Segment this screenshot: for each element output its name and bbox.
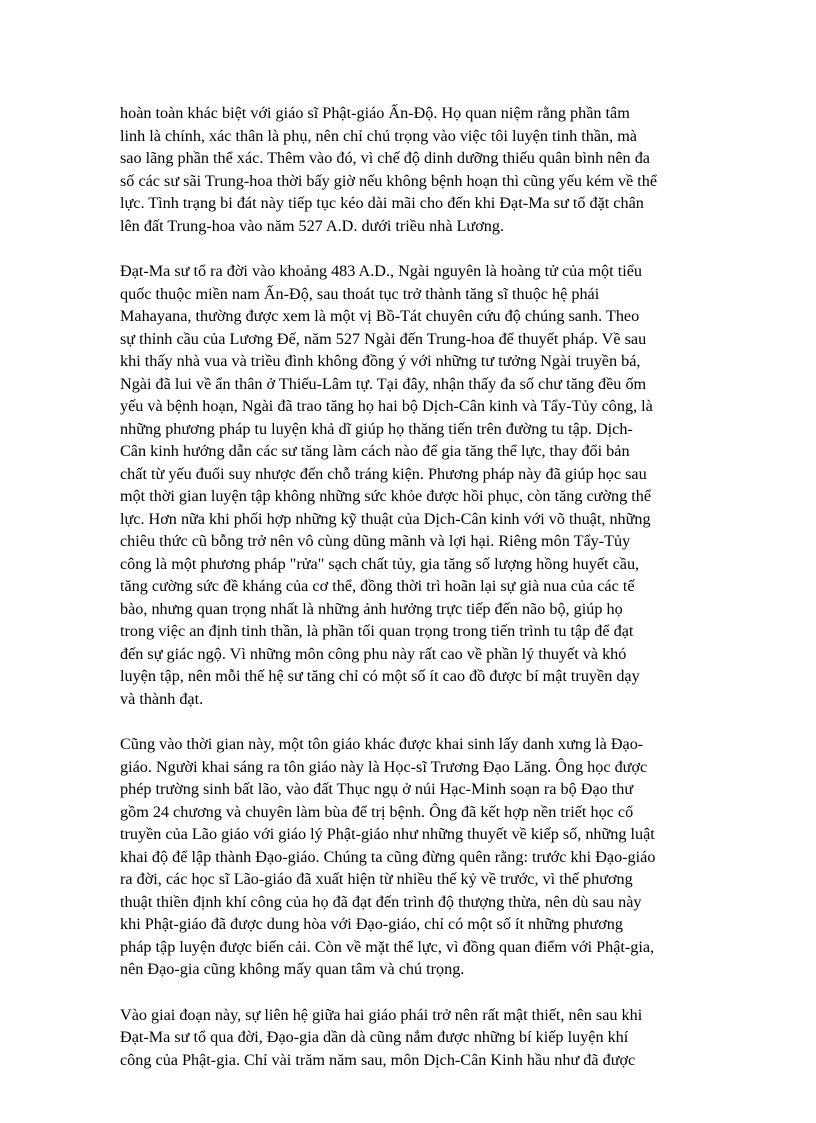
text-line: khi Phật-giáo đã được dung hòa với Đạo-giáo, chỉ có một số ít những phương <box>120 915 623 933</box>
text-line: gồm 24 chương và chuyên làm bùa để trị bệnh. Ông đã kết hợp nền triết học cổ <box>120 802 634 821</box>
text-line: Cân kinh hướng dẫn các sư tăng làm cách nào để gia tăng thể lực, thay đổi bản <box>120 442 630 460</box>
text-line: những phương pháp tu luyện khả dĩ giúp họ thăng tiến trên đường tu tập. Dịch- <box>120 419 633 438</box>
text-line: khi thấy nhà vua và triều đình không đồng ý với những tư tưởng Ngài truyền bá, <box>120 352 641 370</box>
text-line: Đạt-Ma sư tổ ra đời vào khoảng 483 A.D., Ngài nguyên là hoàng tử của một tiểu <box>120 262 642 280</box>
text-line: chiêu thức cũ bỗng trở nên vô cùng dũng mãnh và lợi hại. Riêng môn Tẩy-Tủy <box>120 532 631 550</box>
text-line: lực. Tình trạng bi đát này tiếp tục kéo dài mãi cho đến khi Đạt-Ma sư tổ đặt chân <box>120 194 644 212</box>
text-line: bào, nhưng quan trọng nhất là những ảnh hưởng trực tiếp đến não bộ, giúp họ <box>120 599 623 618</box>
paragraph <box>120 260 706 710</box>
text-line: giáo. Người khai sáng ra tôn giáo này là Học-sĩ Trương Đạo Lăng. Ông học được <box>120 757 648 776</box>
text-line: lực. Hơn nữa khi phối hợp những kỹ thuật của Dịch-Cân kinh với võ thuật, những <box>120 509 651 528</box>
text-line: sao lãng phần thể xác. Thêm vào đó, vì chế độ dinh dưỡng thiếu quân bình nên đa <box>120 149 650 167</box>
text-line: linh là chính, xác thân là phụ, nên chỉ chú trọng vào việc tôi luyện tinh thần, mà <box>120 126 637 145</box>
text-line: Đạt-Ma sư tổ qua đời, Đạo-gia dần dà cũng nắm được những bí kiếp luyện khí <box>120 1028 629 1046</box>
text-line: công là một phương pháp "rửa" sạch chất tủy, gia tăng số lượng hồng huyết cầu, <box>120 554 640 573</box>
text-line: luyện tập, nên mỗi thế hệ sư tăng chỉ có một số ít cao đồ được bí mật truyền dạy <box>120 667 640 685</box>
text-line: và thành đạt. <box>120 689 204 708</box>
text-line: phép trường sinh bất lão, vào đất Thục ngụ ở núi Hạc-Minh soạn ra bộ Đạo thư <box>120 780 634 798</box>
text-line: quốc thuộc miền nam Ấn-Độ, sau thoát tục trở thành tăng sĩ thuộc hệ phái <box>120 284 600 303</box>
text-line: công của Phật-gia. Chỉ vài trăm năm sau, môn Dịch-Cân Kinh hầu như đã được <box>120 1050 636 1069</box>
text-line: pháp tập luyện được biến cải. Còn về mặt thể lực, vì đồng quan điểm với Phật-gia, <box>120 937 655 956</box>
paragraph <box>120 733 706 981</box>
text-line: thuật thiền định khí công của họ đã đạt đến trình độ thượng thừa, nên dù sau này <box>120 892 642 911</box>
text-line: Vào giai đoạn này, sự liên hệ giữa hai giáo phái trở nên rất mật thiết, nên sau khi <box>120 1005 643 1024</box>
text-line: hoàn toàn khác biệt với giáo sĩ Phật-giáo Ấn-Độ. Họ quan niệm rằng phần tâm <box>120 104 630 122</box>
text-line: nên Đạo-gia cũng không mấy quan tâm và chú trọng. <box>120 960 465 978</box>
text-line: ra đời, các học sĩ Lão-giáo đã xuất hiện từ nhiều thế kỷ về trước, vì thế phương <box>120 870 633 888</box>
text-line: Cũng vào thời gian này, một tôn giáo khác được khai sinh lấy danh xưng là Đạo- <box>120 735 644 753</box>
text-line: truyền của Lão giáo với giáo lý Phật-giáo như những thuyết về kiếp số, những luật <box>120 825 655 843</box>
text-line: Ngài đã lui về ẩn thân ở Thiếu-Lâm tự. Tại đây, nhận thấy đa số chư tăng đều ốm <box>120 374 647 393</box>
text-line: Mahayana, thường được xem là một vị Bồ-Tát chuyên cứu độ chúng sanh. Theo <box>120 307 640 325</box>
text-line: khai độ để lập thành Đạo-giáo. Chúng ta cũng đừng quên rằng: trước khi Đạo-giáo <box>120 847 656 866</box>
text-line: một thời gian luyện tập không những sức khỏe được hồi phục, còn tăng cường thể <box>120 487 652 505</box>
text-line: sự thỉnh cầu của Lương Đế, năm 527 Ngài đến Trung-hoa để thuyết pháp. Về sau <box>120 329 647 348</box>
text-line: tăng cường sức đề kháng của cơ thể, đồng thời trì hoãn lại sự già nua của các tế <box>120 577 635 595</box>
text-line: chất từ yếu đuối suy nhược đến chỗ tráng kiện. Phương pháp này đã giúp học sau <box>120 464 647 483</box>
text-line: yếu và bệnh hoạn, Ngài đã trao tăng họ hai bộ Dịch-Cân kinh và Tẩy-Tủy công, là <box>120 397 653 415</box>
text-line: trong việc an định tinh thần, là phần tối quan trọng trong tiến trình tu tập để đạt <box>120 622 634 640</box>
text-line: lên đất Trung-hoa vào năm 527 A.D. dưới triều nhà Lương. <box>120 216 505 235</box>
paragraph <box>120 1004 706 1072</box>
text-line: đến sự giác ngộ. Vì những môn công phu này rất cao về phần lý thuyết và khó <box>120 644 627 663</box>
document-body <box>120 102 706 1094</box>
text-line: số các sư sãi Trung-hoa thời bấy giờ nếu không bệnh hoạn thì cũng yếu kém về thể <box>120 171 658 190</box>
paragraph <box>120 102 706 237</box>
